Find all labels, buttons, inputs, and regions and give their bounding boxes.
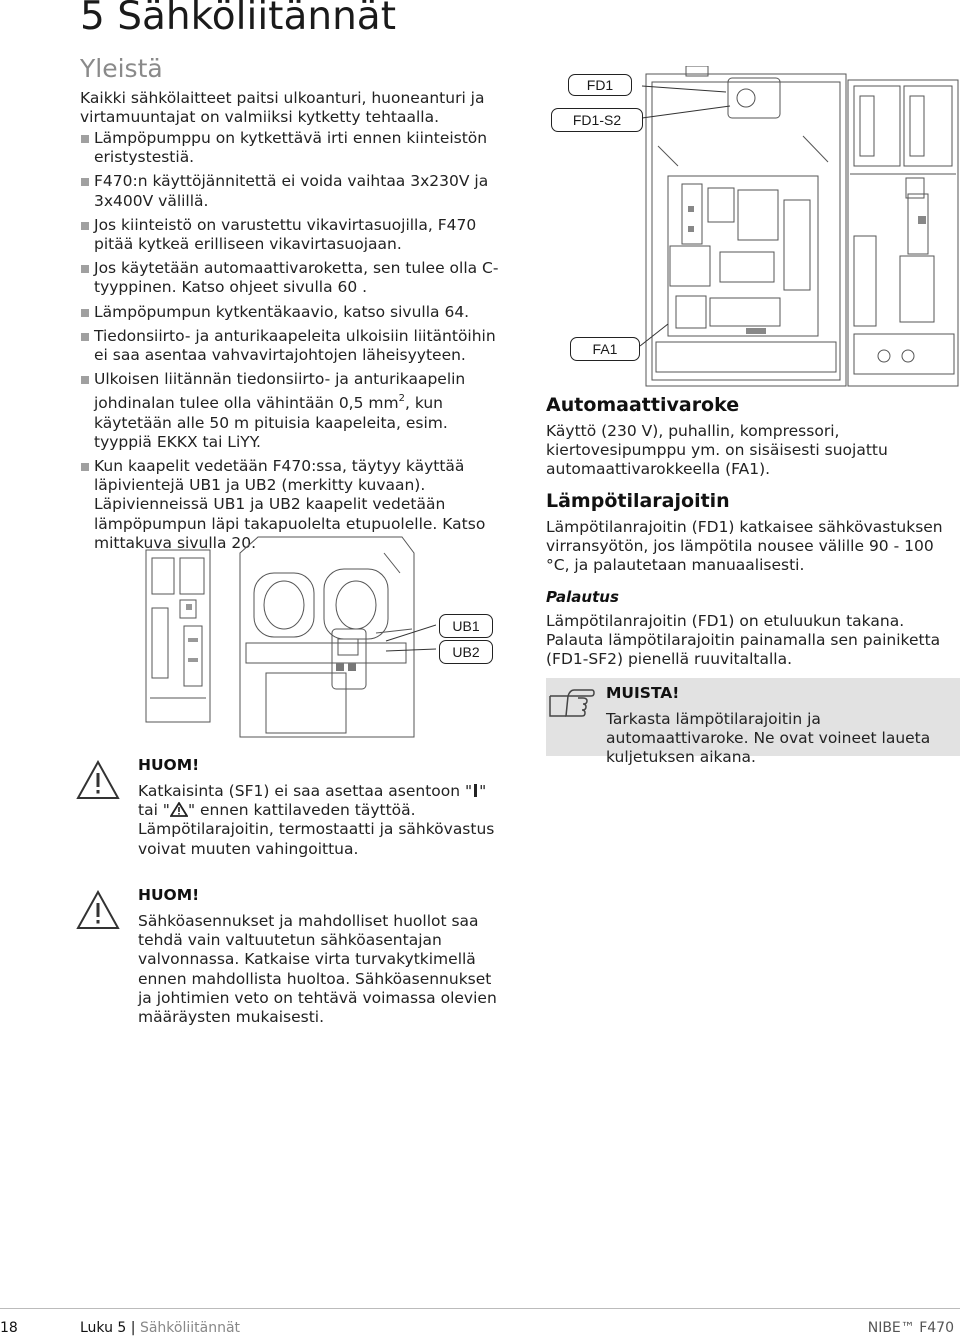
label-ub1: UB1 bbox=[439, 614, 493, 638]
list-item: Lämpöpumppu on kytkettävä irti ennen kiinteistön eristystestiä. bbox=[80, 129, 505, 167]
lampotilarajoitin-text: Lämpötilanrajoitin (FD1) katkaisee sähkövastuksen virransyötön, jos lämpötila nousee välille 90 - 100 °C, ja palautetaan manuaalisesti. bbox=[546, 518, 943, 575]
pointing-hand-icon bbox=[548, 686, 596, 720]
label-ub2: UB2 bbox=[439, 640, 493, 664]
chapter-title: 5 Sähköliitännät bbox=[80, 0, 396, 39]
intro-text: Kaikki sähkölaitteet paitsi ulkoanturi, huoneanturi ja virtamuuntajat on valmiiksi kytketty tehtaalla. bbox=[80, 89, 485, 127]
automaattivaroke-text: Käyttö (230 V), puhallin, kompressori, kiertovesipumppu ym. on sisäisesti suojattu automaattivarokkeella (FA1). bbox=[546, 422, 888, 479]
footer-chapter: Luku 5 | Sähköliitännät bbox=[80, 1320, 241, 1336]
palautus-text: Lämpötilanrajoitin (FD1) on etuluukun takana. Palauta lämpötilarajoitin painamalla sen painiketta (FD1-SF2) pienellä ruuvitaltalla. bbox=[546, 612, 941, 669]
list-item: F470:n käyttöjännitettä ei voida vaihtaa 3x230V ja 3x400V välillä. bbox=[80, 172, 505, 210]
note-box bbox=[546, 678, 960, 767]
list-item: Jos käytetään automaattivaroketta, sen tulee olla C-tyyppinen. Katso ohjeet sivulla 60 . bbox=[80, 259, 505, 297]
section-title: Yleistä bbox=[80, 54, 163, 83]
off-position-symbol bbox=[474, 784, 477, 797]
note-title: MUISTA! bbox=[606, 684, 680, 702]
page-number: 18 bbox=[0, 1320, 18, 1336]
automaattivaroke-title: Automaattivaroke bbox=[546, 394, 740, 416]
warning-1-text: Katkaisinta (SF1) ei saa asettaa asentoon " " tai " " ennen kattilaveden täyttöä. Lämpötilarajoitin, termostaatti ja sähkövastus voivat muuten vahingoittua. bbox=[138, 782, 495, 858]
note-text: Tarkasta lämpötilarajoitin ja automaattivaroke. Ne ovat voineet laueta kuljetuksen aikana. bbox=[606, 710, 931, 767]
label-fa1: FA1 bbox=[570, 337, 640, 361]
warning-symbol-icon bbox=[170, 802, 188, 817]
warning-triangle-icon bbox=[76, 760, 120, 800]
warning-1-title: HUOM! bbox=[138, 756, 200, 774]
label-fd1-s2: FD1-S2 bbox=[551, 108, 643, 132]
lampotilarajoitin-title: Lämpötilarajoitin bbox=[546, 490, 730, 512]
bullet-list bbox=[80, 129, 505, 558]
unit-side-illustration bbox=[144, 548, 216, 724]
palautus-title: Palautus bbox=[546, 588, 619, 606]
list-item: Lämpöpumpun kytkentäkaavio, katso sivulla 64. bbox=[80, 303, 505, 322]
footer-divider bbox=[0, 1308, 960, 1309]
list-item: Ulkoisen liitännän tiedonsiirto- ja anturikaapelin johdinalan tulee olla vähintään 0,5 $mm^2$, kun käytetään alle 50 m pituisia kaapeleita, esim. tyyppiä EKKX tai LiYY. bbox=[80, 370, 505, 452]
warning-2-text: Sähköasennukset ja mahdolliset huollot saa tehdä vain valtuutetun sähköasentajan valvonnassa. Katkaise virta turvakytkimellä ennen mahdollista huoltoa. Sähköasennukset ja johtimien veto on tehtävä voimassa olevien määräysten mukaisesti. bbox=[138, 912, 497, 1027]
label-fd1: FD1 bbox=[568, 74, 632, 96]
list-item: Kun kaapelit vedetään F470:ssa, täytyy käyttää läpivientejä UB1 ja UB2 (merkitty kuvaan). Läpivienneissä UB1 ja UB2 kaapelit vedetään lämpöpumpun läpi takapuolelta etupuolelle. Katso mittakuva sivulla 20. bbox=[80, 457, 505, 553]
warning-2-title: HUOM! bbox=[138, 886, 200, 904]
list-item: Tiedonsiirto- ja anturikaapeleita ulkoisiin liitäntöihin ei saa asentaa vahvavirtajohtojen läheisyyteen. bbox=[80, 327, 505, 365]
list-item: Jos kiinteistö on varustettu vikavirtasuojilla, F470 pitää kytkeä erilliseen vikavirtasuojaan. bbox=[80, 216, 505, 254]
warning-triangle-icon bbox=[76, 890, 120, 930]
footer-brand: NIBE™ F470 bbox=[867, 1320, 954, 1336]
unit-open-illustration bbox=[236, 533, 436, 739]
